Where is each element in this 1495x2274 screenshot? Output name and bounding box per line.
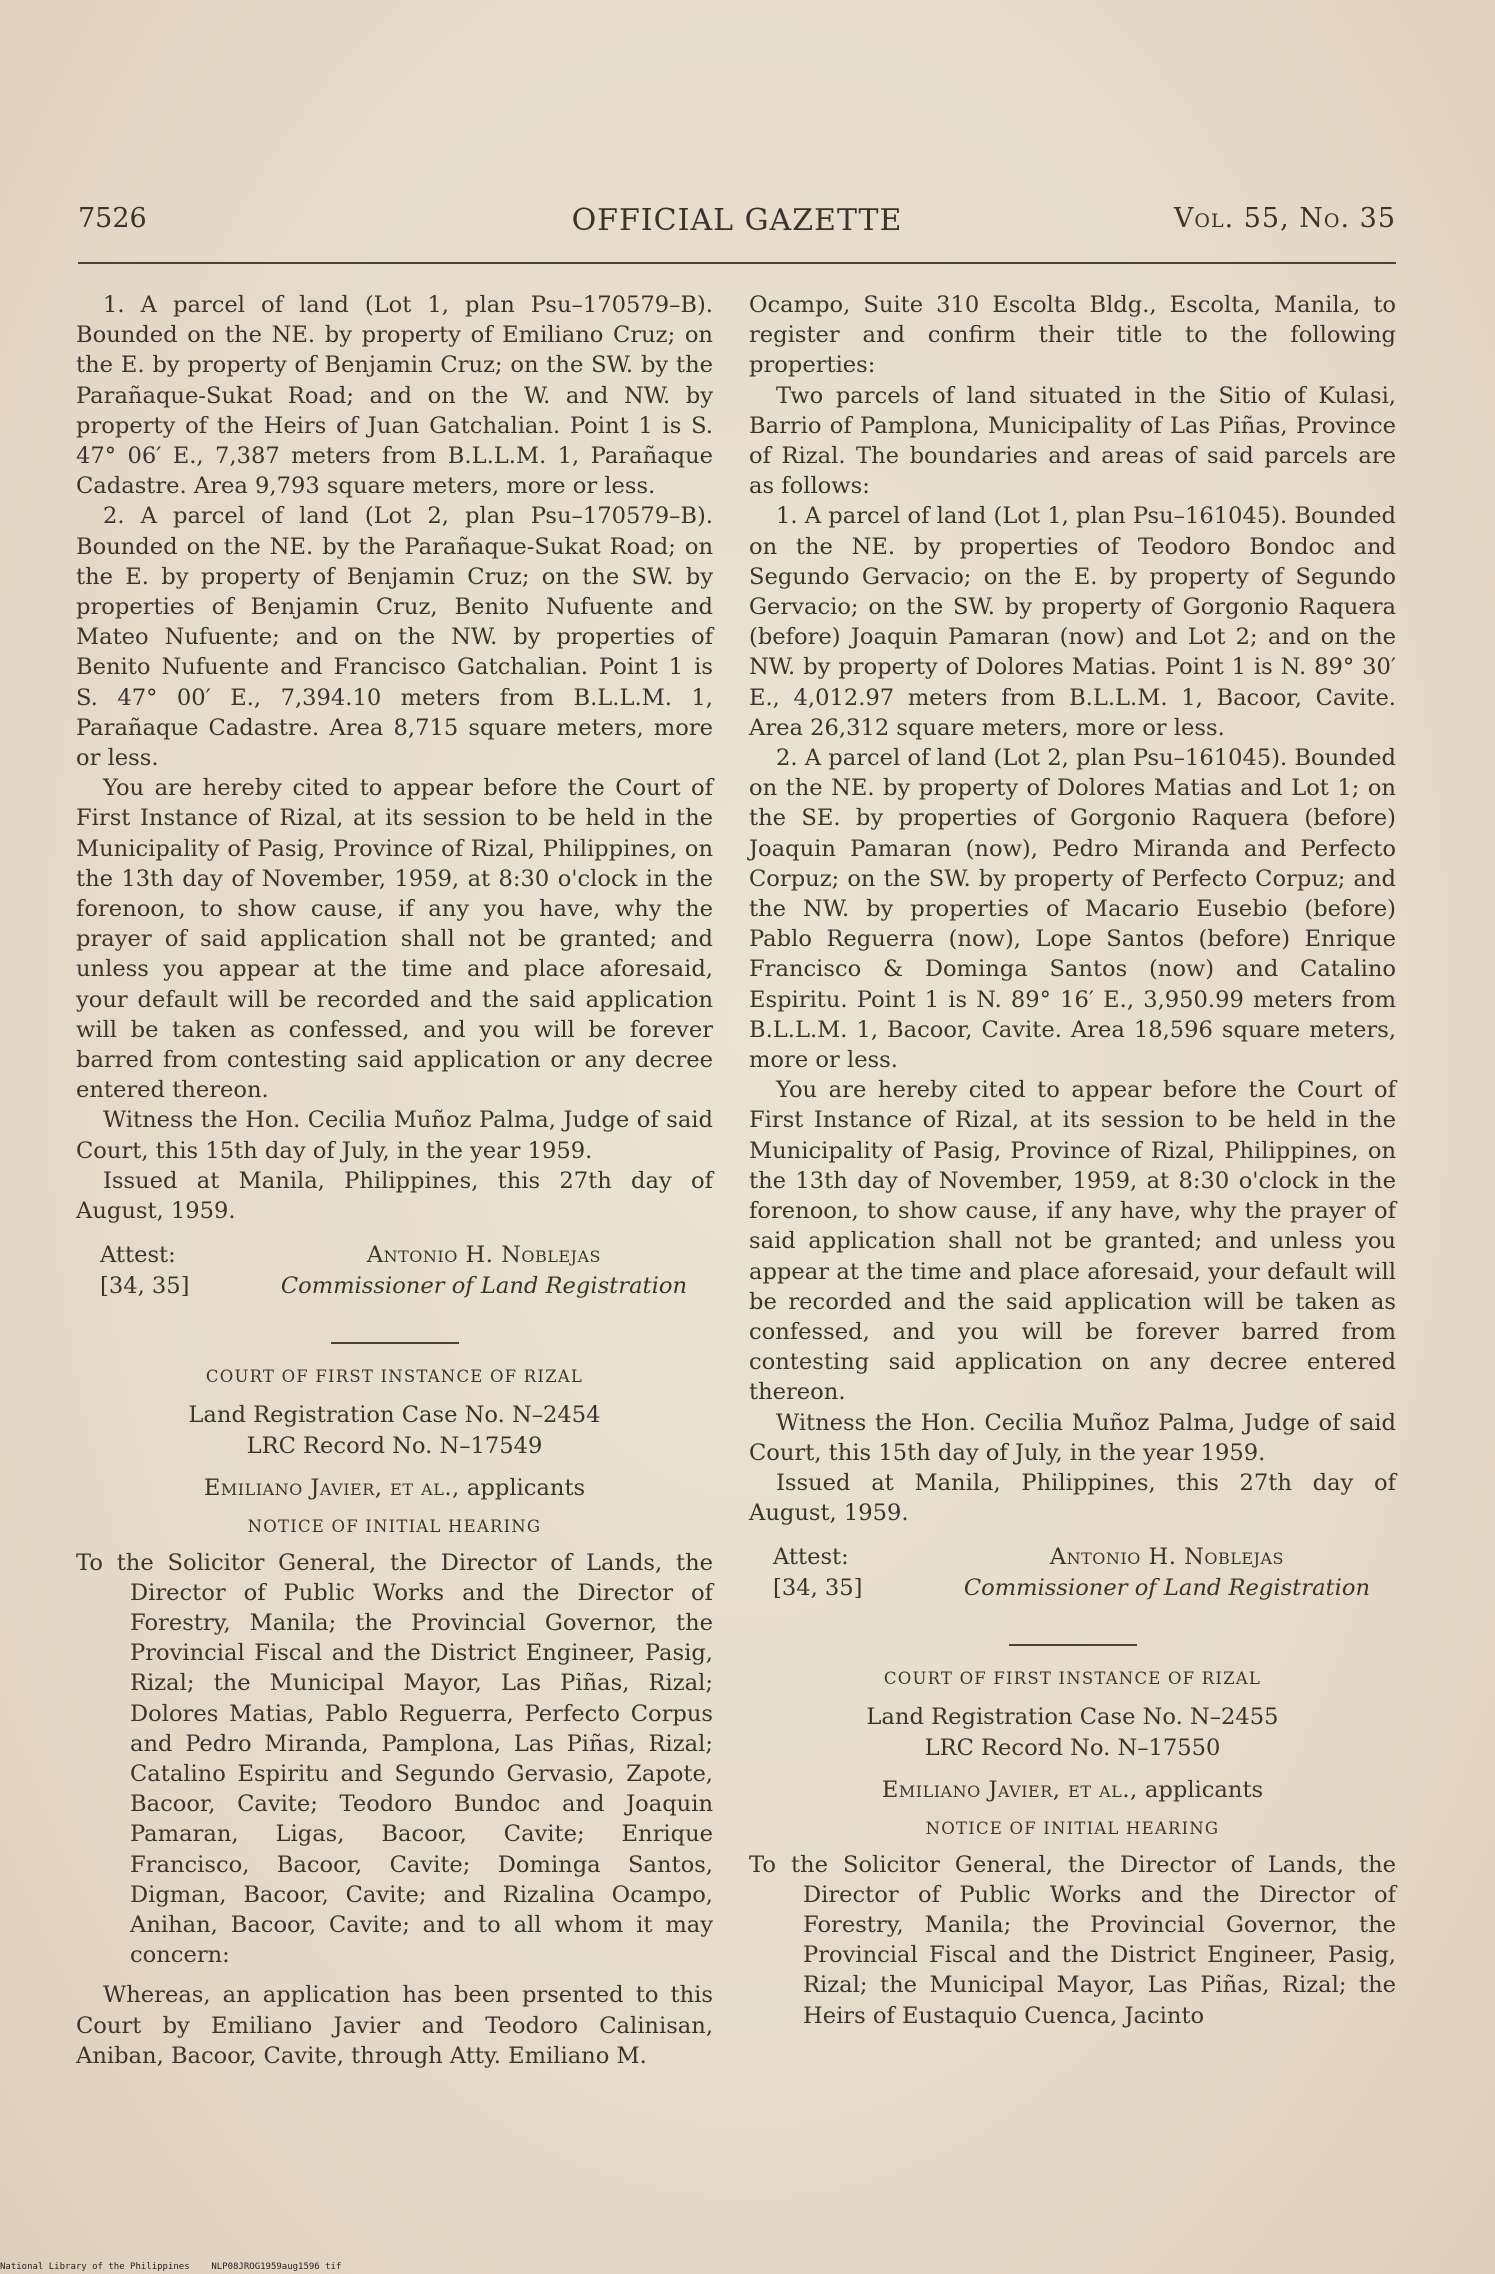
signature-block [964, 1542, 1370, 1602]
attest-label: Attest: [100, 1242, 176, 1269]
case-number: Land Registration Case No. N–2455 [866, 1704, 1279, 1731]
page-header [78, 203, 1396, 243]
attest-block [749, 1542, 1396, 1604]
section-divider [331, 1342, 459, 1344]
parcel-1-description: 1. A parcel of land (Lot 1, plan Psu–170579–B). Bounded on the NE. by property of Emiliano Cruz; on the E. by property of Benjamin Cruz; on the SW. by the Parañaque-Sukat Road; and on the W. and NW. by property of the Heirs of Juan Gatchalian. Point 1 is S. 47° 06′ E., 7,387 meters from B.L.L.M. 1, Parañaque Cadastre. Area 9,793 square meters, more or less. [76, 292, 713, 500]
notice-heading: NOTICE OF INITIAL HEARING [247, 1516, 542, 1536]
signature-block [281, 1240, 687, 1300]
case-numbers [749, 1702, 1396, 1763]
court-heading: COURT OF FIRST INSTANCE OF RIZAL [205, 1367, 584, 1387]
signer-name: Antonio H. Noblejas [366, 1242, 601, 1269]
publication-title: OFFICIAL GAZETTE [571, 203, 903, 238]
witness-paragraph: Witness the Hon. Cecilia Muñoz Palma, Judge of said Court, this 15th day of July, in the year 1959. [749, 1409, 1396, 1466]
signer-title: Commissioner of Land Registration [963, 1574, 1370, 1601]
attest-reference: [34, 35] [100, 1273, 190, 1300]
notice-heading: NOTICE OF INITIAL HEARING [925, 1818, 1220, 1838]
attest-block [76, 1240, 713, 1302]
case-number: Land Registration Case No. N–2454 [188, 1402, 601, 1429]
issued-paragraph: Issued at Manila, Philippines, this 27th day of August, 1959. [749, 1469, 1396, 1527]
applicant-role: applicants [466, 1475, 586, 1502]
witness-paragraph: Witness the Hon. Cecilia Muñoz Palma, Judge of said Court, this 15th day of July, in the year 1959. [76, 1107, 713, 1164]
page-number: 7526 [78, 203, 147, 234]
header-rule [78, 262, 1396, 264]
scan-footer [0, 2262, 341, 2272]
citation-paragraph: You are hereby cited to appear before the Court of First Instance of Rizal, at its session to be held in the Municipality of Pasig, Province of Rizal, Philippines, on the 13th day of November, 1959, at 8:30 o'clock in the forenoon, to show cause, if any have, why the prayer of said application shall not be granted; and unless you appear at the time and place aforesaid, your default will be recorded and the said application will be taken as confessed, and you will be forever barred from contesting said application on any decree entered thereon. [749, 1077, 1396, 1406]
addressees-paragraph: To the Solicitor General, the Director of Lands, the Director of Public Works and the Director of Forestry, Manila; the Provincial Governor, the Provincial Fiscal and the District Engineer, Pasig, Rizal; the Municipal Mayor, Las Piñas, Rizal; the Heirs of Eustaquio Cuenca, Jacinto [749, 1851, 1396, 2029]
attest-label: Attest: [773, 1544, 849, 1571]
addressees-paragraph: To the Solicitor General, the Director of Lands, the Director of Public Works and the Director of Forestry, Manila; the Provincial Governor, the Provincial Fiscal and the District Engineer, Pasig, Rizal; the Municipal Mayor, Las Piñas, Rizal; Dolores Matias, Pablo Reguerra, Perfecto Corpus and Pedro Miranda, Pamplona, Las Piñas, Rizal; Catalino Espiritu and Segundo Gervasio, Zapote, Bacoor, Cavite; Teodoro Bundoc and Joaquin Pamaran, Ligas, Bacoor, Cavite; Enrique Francisco, Bacoor, Cavite; Dominga Santos, Digman, Bacoor, Cavite; and Rizalina Ocampo, Anihan, Bacoor, Cavite; and to all whom it may concern: [76, 1549, 713, 1969]
signer-title: Commissioner of Land Registration [280, 1272, 687, 1299]
volume-number: Vol. 55, No. 35 [1173, 203, 1396, 234]
issued-paragraph: Issued at Manila, Philippines, this 27th day of August, 1959. [76, 1167, 713, 1225]
citation-paragraph: You are hereby cited to appear before the Court of First Instance of Rizal, at its session to be held in the Municipality of Pasig, Province of Rizal, Philippines, on the 13th day of November, 1959, at 8:30 o'clock in the forenoon, to show cause, if any you have, why the prayer of said application shall not be granted; and unless you appear at the time and place aforesaid, your default will be recorded and the said application will be taken as confessed, and you will be forever barred from contesting said application or any decree entered thereon. [76, 775, 713, 1104]
section-divider [1009, 1644, 1137, 1646]
court-heading: COURT OF FIRST INSTANCE OF RIZAL [883, 1669, 1262, 1689]
case-numbers [76, 1400, 713, 1461]
applicants-line [749, 1775, 1396, 1805]
right-column [749, 290, 1396, 2031]
applicant-name: Emiliano Javier, et al., [203, 1475, 460, 1502]
record-number: LRC Record No. N–17549 [246, 1432, 543, 1459]
applicant-name: Emiliano Javier, et al., [881, 1777, 1138, 1804]
library-credit: National Library of the Philippines [0, 2262, 190, 2272]
left-column [76, 290, 713, 2071]
applicant-role: applicants [1144, 1777, 1264, 1804]
parcel-2-description: 2. A parcel of land (Lot 2, plan Psu–170579–B). Bounded on the NE. by the Parañaque-Sukat Road; on the E. by property of Benjamin Cruz; on the SW. by properties of Benjamin Cruz, Benito Nufuente and Mateo Nufuente; and on the NW. by properties of Benito Nufuente and Francisco Gatchalian. Point 1 is S. 47° 00′ E., 7,394.10 meters from B.L.L.M. 1, Parañaque Cadastre. Area 8,715 square meters, more or less. [76, 503, 713, 772]
applicants-line [76, 1473, 713, 1503]
parcel-2-description: 2. A parcel of land (Lot 2, plan Psu–161045). Bounded on the NE. by property of Dolores Matias and Lot 1; on the SE. by properties of Gorgonio Raquera (before) Joaquin Pamaran (now), Pedro Miranda and Perfecto Corpuz; on the SW. by property of Perfecto Corpuz; and the NW. by properties of Macario Eusebio (before) Pablo Reguerra (now), Lope Santos (before) Enrique Francisco & Dominga Santos (now) and Catalino Espiritu. Point 1 is N. 89° 16′ E., 3,950.99 meters from B.L.L.M. 1, Bacoor, Cavite. Area 18,596 square meters, more or less. [749, 745, 1396, 1074]
whereas-paragraph: Whereas, an application has been prsented to this Court by Emiliano Javier and Teodoro Calinisan, Aniban, Bacoor, Cavite, through Atty. Emiliano M. [76, 1982, 713, 2069]
scan-filename: NLP08JROG1959aug1596 tif [211, 2262, 342, 2272]
record-number: LRC Record No. N–17550 [924, 1734, 1221, 1761]
parcel-1-description: 1. A parcel of land (Lot 1, plan Psu–161045). Bounded on the NE. by properties of Teodoro Bondoc and Segundo Gervacio; on the E. by property of Segundo Gervacio; on the SW. by property of Gorgonio Raquera (before) Joaquin Pamaran (now) and Lot 2; and on the NW. by property of Dolores Matias. Point 1 is N. 89° 30′ E., 4,012.97 meters from B.L.L.M. 1, Bacoor, Cavite. Area 26,312 square meters, more or less. [749, 503, 1396, 741]
attest-reference: [34, 35] [773, 1575, 863, 1602]
parcels-intro: Two parcels of land situated in the Sitio of Kulasi, Barrio of Pamplona, Municipality of Las Piñas, Province of Rizal. The boundaries and areas of said parcels are as follows: [749, 382, 1396, 500]
continued-paragraph: Ocampo, Suite 310 Escolta Bldg., Escolta, Manila, to register and confirm their title to the following properties: [749, 292, 1396, 379]
signer-name: Antonio H. Noblejas [1049, 1544, 1284, 1571]
